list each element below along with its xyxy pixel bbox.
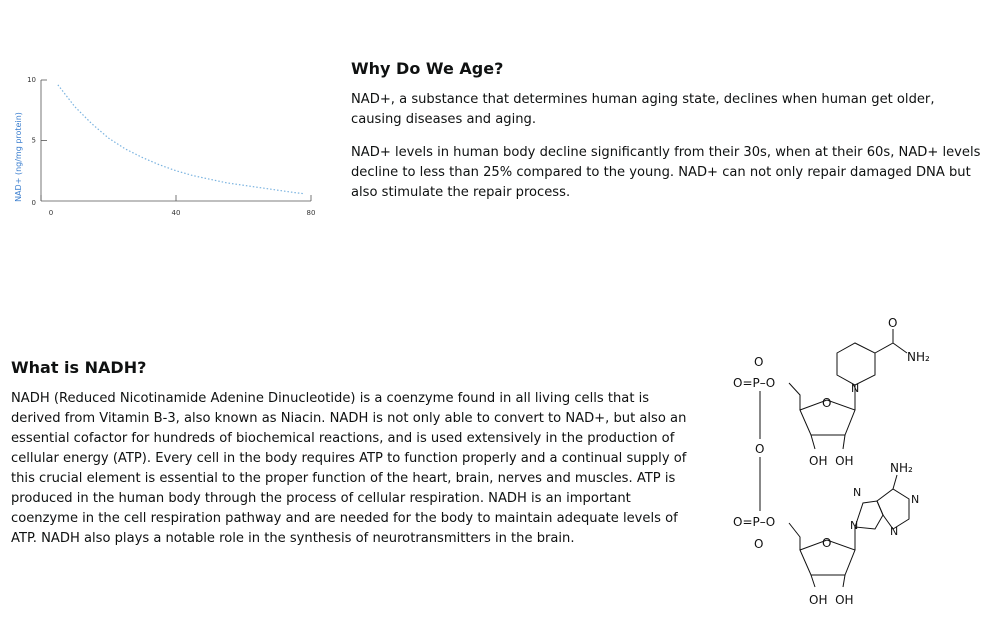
top-sugar-link: [789, 383, 800, 410]
series-line: [58, 85, 304, 194]
y-tick-label: 5: [31, 136, 36, 145]
bottom-oh-label: OH OH: [809, 593, 854, 607]
x-tick-label: 0: [48, 209, 54, 217]
nadh-structure-svg: [725, 315, 975, 615]
n-label-4: N: [890, 525, 899, 538]
why-age-section: [351, 58, 981, 203]
n-label-3: N: [911, 493, 920, 506]
nicotinamide-ring: [837, 343, 875, 385]
phosphate-top-label: O=P–O: [733, 376, 776, 390]
amide-bond: [893, 343, 907, 353]
o-bridge-label: O: [755, 442, 765, 456]
nh2-top-label: NH₂: [907, 350, 930, 364]
bottom-sugar-link: [789, 523, 800, 550]
o-minus-bottom-label: O: [754, 537, 764, 551]
bottom-sugar-bond-oh1: [811, 575, 815, 587]
why-age-paragraph-1: NAD+, a substance that determines human aging state, declines when human get older, causing diseases and aging.: [351, 92, 935, 127]
top-oh-label: OH OH: [809, 454, 854, 468]
amine-bond: [893, 475, 897, 489]
x-tick-label: 80: [306, 209, 316, 217]
n-label-1: N: [853, 486, 862, 499]
why-age-paragraph-2: NAD+ levels in human body decline significantly from their 30s, when at their 60s, NAD+ levels decline to less than 25% compared to the young. NAD+ can not only repair damaged DNA but also stimulate the repair process.: [351, 145, 981, 200]
why-age-title: Why Do We Age?: [351, 59, 504, 78]
y-tick-label: 10: [27, 76, 36, 84]
o-minus-top-label: O: [754, 355, 764, 369]
nad-decline-chart: [0, 55, 330, 225]
top-sugar-bond-oh2: [843, 435, 845, 449]
carbonyl-bond: [875, 343, 893, 353]
bottom-ring-o-label: O: [822, 536, 832, 550]
adenine-six-ring: [877, 489, 909, 529]
x-tick-label: 40: [171, 209, 181, 217]
n-label-2: N: [850, 519, 859, 532]
what-is-nadh-section: [11, 357, 691, 549]
what-is-nadh-paragraph: NADH (Reduced Nicotinamide Adenine Dinucleotide) is a coenzyme found in all living cells that is derived from Vitamin B-3, also known as Niacin. NADH is not only able to convert to NAD+, but also an essential cofactor for hundreds of biochemical reactions, and is used extensively in the production of cellular energy (ATP). Every cell in the body requires ATP to function properly and a continual supply of this crucial element is essential to the proper function of the heart, brain, nerves and muscles. ATP is produced in the human body through the process of cellular respiration. NADH is an important coenzyme in the cell respiration pathway and are needed for the body to maintain adequate levels of ATP. NADH also plays a notable role in the synthesis of neurotransmitters in the brain.: [11, 391, 687, 546]
carbonyl-o-label: O: [888, 316, 898, 330]
what-is-nadh-title: What is NADH?: [11, 358, 147, 377]
phosphate-bottom-label: O=P–O: [733, 515, 776, 529]
y-axis-label: NAD+ (ng/mg protein): [14, 112, 23, 202]
y-tick-label: 0: [31, 199, 36, 207]
top-ring-o-label: O: [822, 396, 832, 410]
nh2-adenine-label: NH₂: [890, 461, 913, 475]
n-plus-label: N: [851, 382, 860, 395]
chart-svg: [0, 55, 330, 225]
top-sugar-bond-oh1: [811, 435, 815, 449]
bottom-sugar-bond-oh2: [843, 575, 845, 587]
nadh-structure-diagram: [725, 315, 975, 615]
